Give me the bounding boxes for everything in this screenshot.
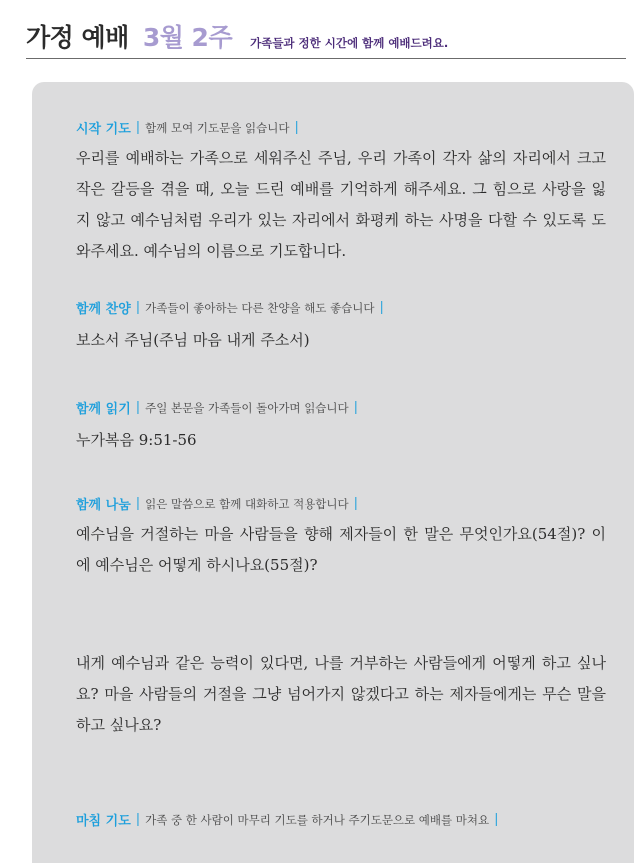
opening-prayer-label: 시작 기도 [76, 122, 131, 137]
opening-prayer-header [76, 118, 606, 137]
sharing-note: 읽은 말씀으로 함께 대화하고 적용합니다 [145, 496, 349, 511]
praise-header [76, 298, 606, 317]
divider-bar: | [135, 300, 141, 315]
divider-bar: | [135, 812, 141, 827]
scripture-reference: 누가복음 9:51-56 [76, 431, 197, 449]
page-title: 가정 예배 [26, 23, 129, 52]
opening-prayer-section [76, 118, 606, 267]
reading-section [76, 398, 606, 456]
closing-prayer-header [76, 810, 606, 829]
worship-card [32, 82, 634, 863]
divider-bar: | [135, 400, 141, 415]
week-label: 3월 2주 [142, 23, 233, 52]
divider-bar: | [135, 120, 141, 135]
opening-prayer-note: 함께 모여 기도문을 읽습니다 [145, 120, 290, 135]
page-header [26, 18, 626, 59]
divider-bar: | [379, 300, 384, 315]
closing-prayer-section [76, 810, 606, 829]
closing-prayer-label: 마침 기도 [76, 814, 131, 829]
reading-label: 함께 읽기 [76, 402, 131, 417]
divider-bar: | [294, 120, 299, 135]
praise-song: 보소서 주님(주님 마음 내게 주소서) [76, 331, 310, 349]
divider-bar: | [494, 812, 499, 827]
sharing-label: 함께 나눔 [76, 498, 131, 513]
praise-section [76, 298, 606, 356]
page-subtitle: 가족들과 정한 시간에 함께 예배드려요. [250, 36, 449, 50]
sharing-header [76, 494, 606, 513]
reading-header [76, 398, 606, 417]
sharing-section [76, 494, 606, 581]
divider-bar: | [135, 496, 141, 511]
praise-note: 가족들이 좋아하는 다른 찬양을 해도 좋습니다 [145, 300, 375, 315]
closing-prayer-note: 가족 중 한 사람이 마무리 기도를 하거나 주기도문으로 예배를 마쳐요 [145, 812, 490, 827]
praise-label: 함께 찬양 [76, 302, 131, 317]
sharing-question-2: 내게 예수님과 같은 능력이 있다면, 나를 거부하는 사람들에게 어떻게 하고 싶나요? 마을 사람들의 거절을 그냥 넘어가지 않겠다고 하는 제자들에게는 무슨 말을 하고 싶나요? [76, 654, 606, 734]
reading-note: 주일 본문을 가족들이 돌아가며 읽습니다 [145, 400, 349, 415]
opening-prayer-text: 우리를 예배하는 가족으로 세워주신 주님, 우리 가족이 각자 삶의 자리에서 크고 작은 갈등을 겪을 때, 오늘 드린 예배를 기억하게 해주세요. 그 힘으로 사랑을 잃지 않고 예수님처럼 우리가 있는 자리에서 화평케 하는 사명을 다할 수 있도록 도와주세요. 예수님의 이름으로 기도합니다. [76, 149, 606, 260]
divider-bar: | [353, 496, 359, 511]
divider-bar: | [353, 400, 359, 415]
sharing-question-2-block [76, 642, 606, 741]
sharing-question-1: 예수님을 거절하는 마을 사람들을 향해 제자들이 한 말은 무엇인가요(54절)? 이에 예수님은 어떻게 하시나요(55절)? [76, 525, 606, 574]
